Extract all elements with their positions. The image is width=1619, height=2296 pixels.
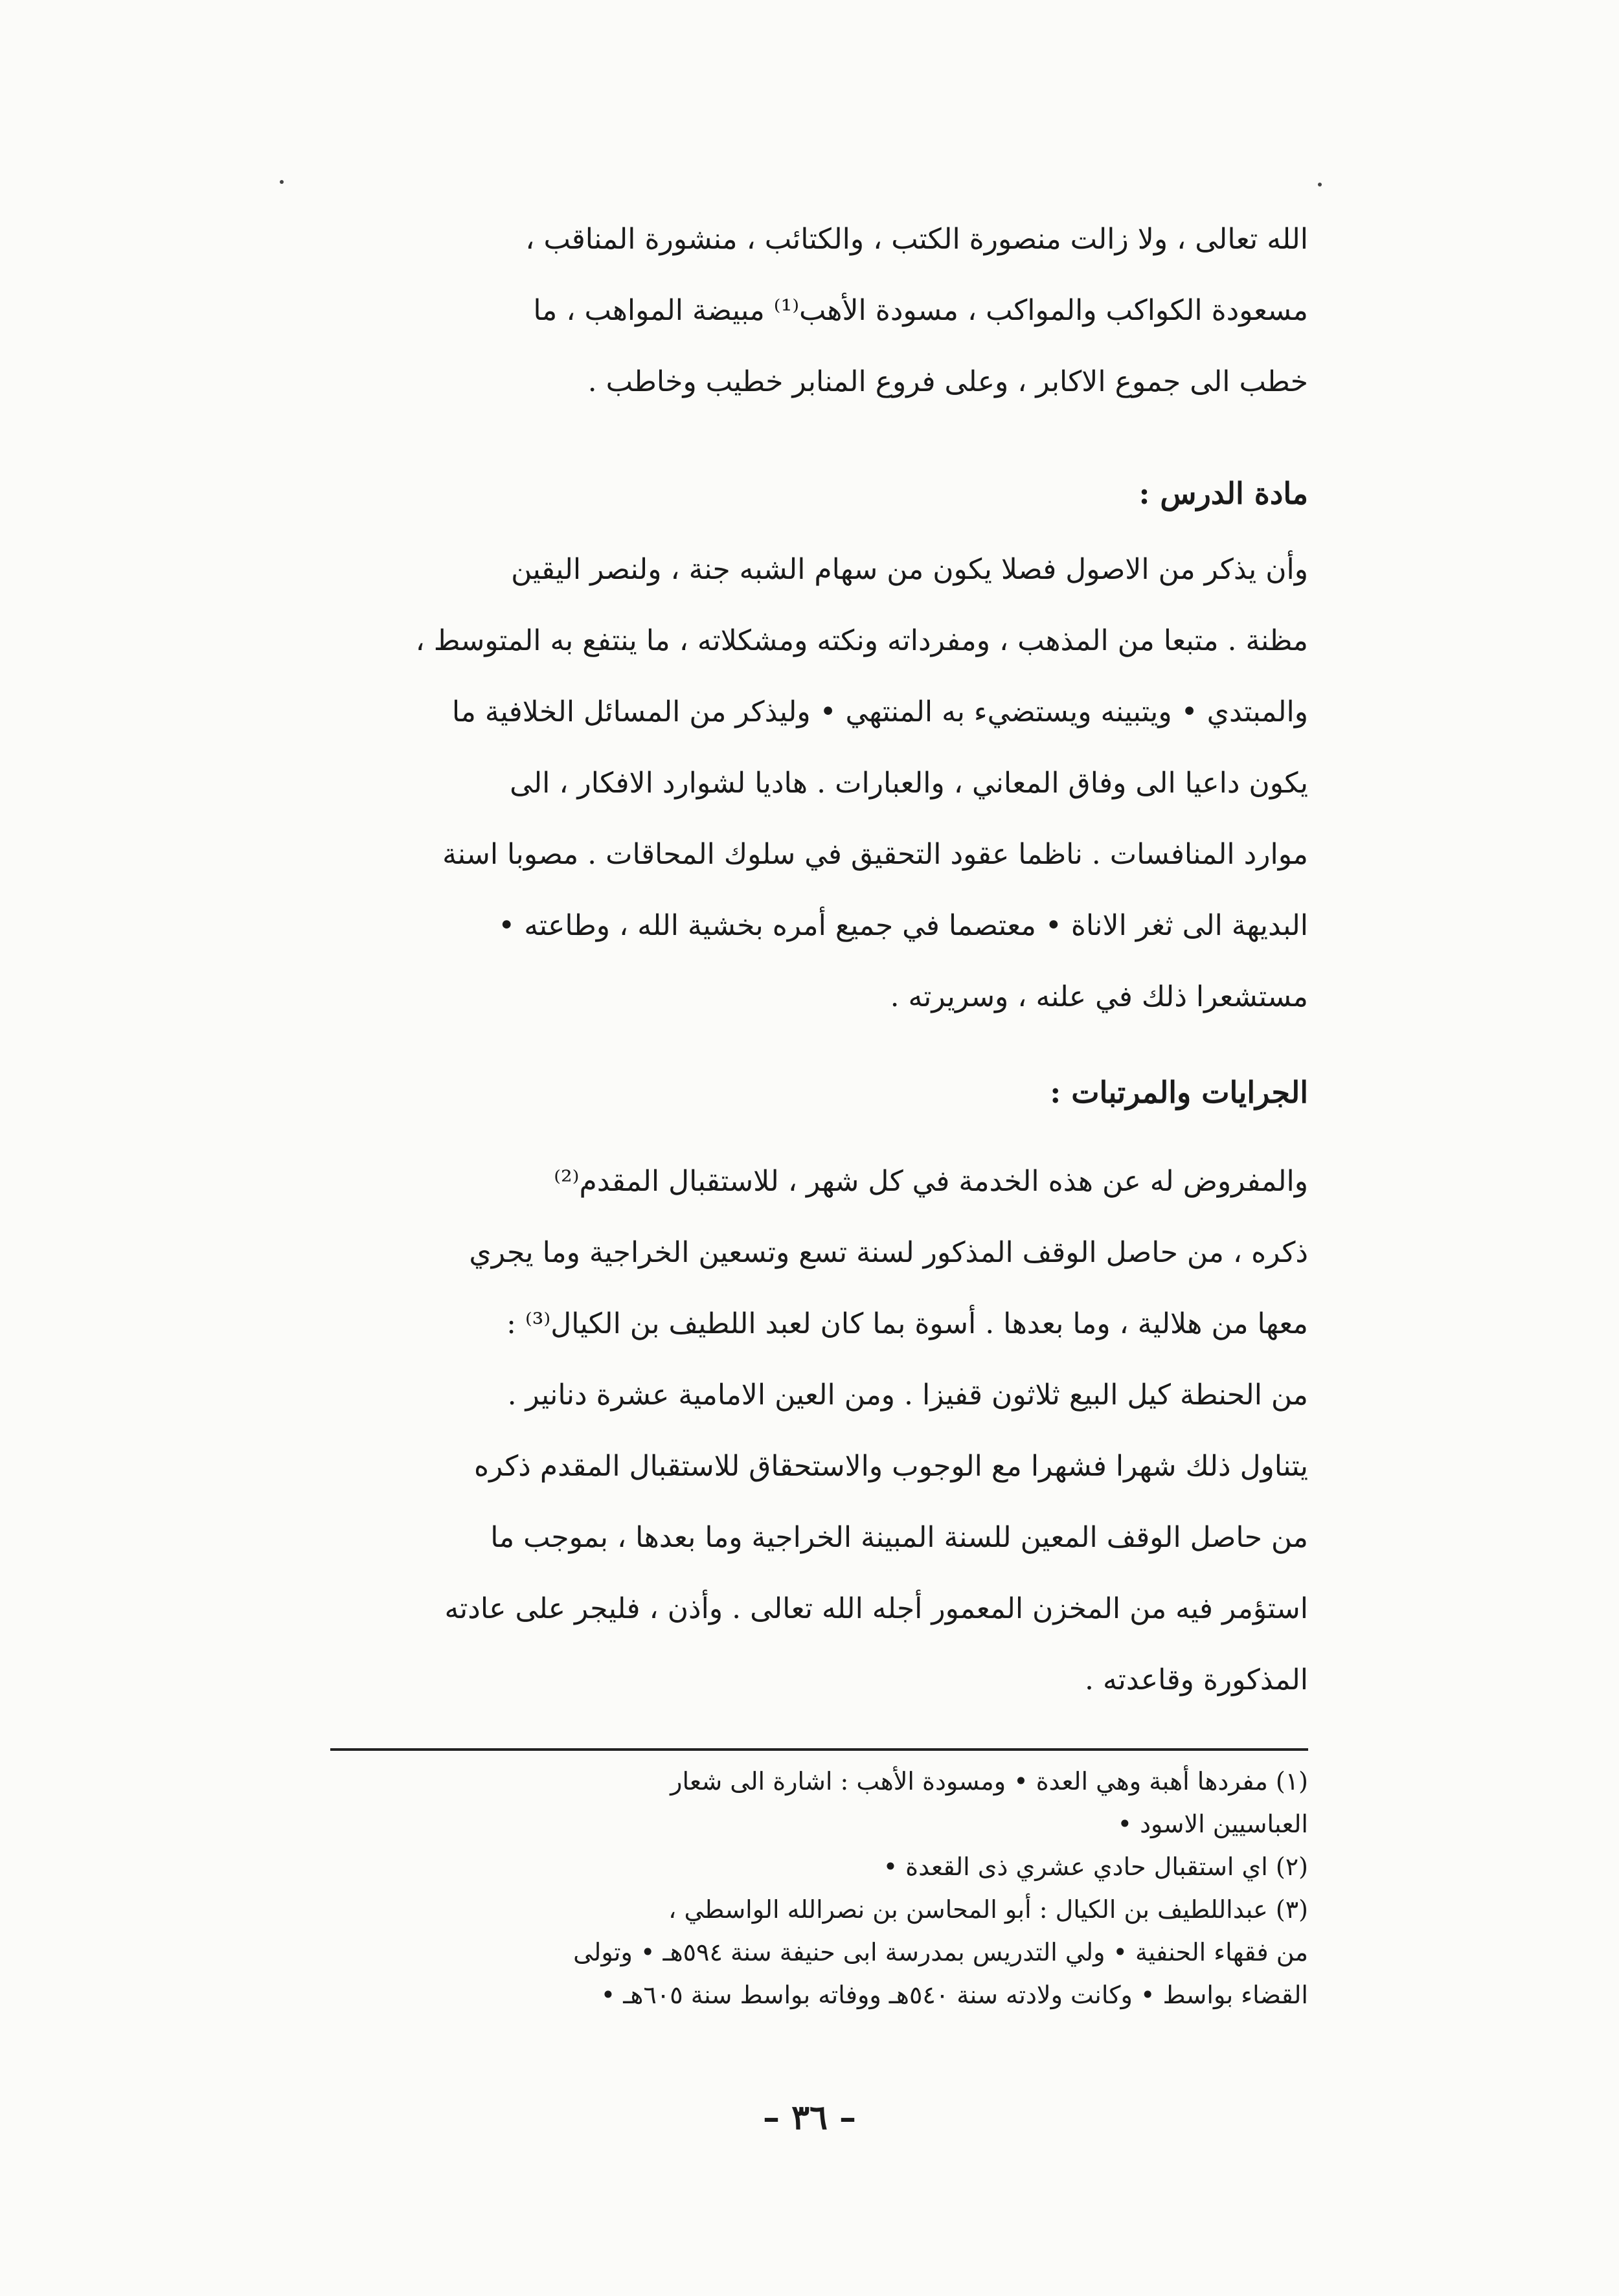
text-line: ذكره ، من حاصل الوقف المذكور لسنة تسع وتسعين الخراجية وما يجري	[469, 1236, 1308, 1269]
text-line: مستشعرا ذلك في علنه ، وسريرته .	[890, 980, 1308, 1013]
text-line: مسعودة الكواكب والمواكب ، مسودة الأهب⁽¹⁾ مبيضة المواهب ، ما	[533, 294, 1308, 327]
text-line: من الحنطة كيل البيع ثلاثون قفيزا . ومن العين الامامية عشرة دنانير .	[507, 1379, 1308, 1412]
text-line: والمبتدي • ويتبينه ويستضيء به المنتهي • وليذكر من المسائل الخلافية ما	[451, 695, 1308, 728]
footnote-line: القضاء بواسط • وكانت ولادته سنة ٥٤٠هـ ووفاته بواسط سنة ٦٠٥هـ •	[600, 1981, 1308, 2009]
ink-speck	[1318, 183, 1322, 186]
footnotes	[233, 1760, 1308, 2016]
text-line: استؤمر فيه من المخزن المعمور أجله الله تعالى . وأذن ، فليجر على عادته	[444, 1592, 1308, 1625]
text-line: معها من هلالية ، وما بعدها . أسوة بما كان لعبد اللطيف بن الكيال⁽³⁾ :	[506, 1307, 1308, 1340]
footnote-line: من فقهاء الحنفية • ولي التدريس بمدرسة ابى حنيفة سنة ٥٩٤هـ • وتولى	[573, 1938, 1308, 1966]
page-number: – ٣٦ –	[762, 2098, 857, 2137]
section-heading-salaries: الجرايات والمرتبات :	[1050, 1075, 1308, 1110]
text-line: وأن يذكر من الاصول فصلا يكون من سهام الشبه جنة ، ولنصر اليقين	[511, 553, 1308, 586]
text-line: مظنة . متبعا من المذهب ، ومفرداته ونكته ومشكلاته ، ما ينتفع به المتوسط ،	[415, 624, 1308, 657]
lesson-paragraph	[233, 534, 1308, 1033]
salaries-paragraph	[233, 1146, 1308, 1716]
footnote-line: العباسيين الاسود •	[1117, 1810, 1308, 1838]
text-line: يكون داعيا الى وفاق المعاني ، والعبارات . هاديا لشوارد الافكار ، الى	[510, 767, 1308, 800]
footnote-line: (٢) اي استقبال حادي عشري ذى القعدة •	[883, 1852, 1308, 1881]
text-line: الله تعالى ، ولا زالت منصورة الكتب ، والكتائب ، منشورة المناقب ،	[525, 223, 1308, 256]
text-line: من حاصل الوقف المعين للسنة المبينة الخراجية وما بعدها ، بموجب ما	[490, 1521, 1308, 1554]
footnote-line: (١) مفردها أهبة وهي العدة • ومسودة الأهب : اشارة الى شعار	[670, 1767, 1308, 1795]
intro-paragraph	[233, 204, 1308, 418]
text-line: موارد المنافسات . ناظما عقود التحقيق في سلوك المحاقات . مصوبا اسنة	[442, 838, 1308, 871]
text-line: المذكورة وقاعدته .	[1085, 1663, 1308, 1696]
text-line: والمفروض له عن هذه الخدمة في كل شهر ، للاستقبال المقدم⁽²⁾	[554, 1165, 1308, 1198]
text-line: يتناول ذلك شهرا فشهرا مع الوجوب والاستحقاق للاستقبال المقدم ذكره	[474, 1450, 1308, 1483]
text-line: البديهة الى ثغر الاناة • معتصما في جميع أمره بخشية الله ، وطاعته •	[498, 909, 1308, 942]
footnote-line: (٣) عبداللطيف بن الكيال : أبو المحاسن بن نصرالله الواسطي ،	[668, 1895, 1308, 1924]
section-heading-lesson: مادة الدرس :	[1138, 476, 1308, 511]
ink-speck	[280, 180, 284, 184]
text-line: خطب الى جموع الاكابر ، وعلى فروع المنابر خطيب وخاطب .	[587, 365, 1308, 398]
footnote-divider	[330, 1748, 1308, 1751]
